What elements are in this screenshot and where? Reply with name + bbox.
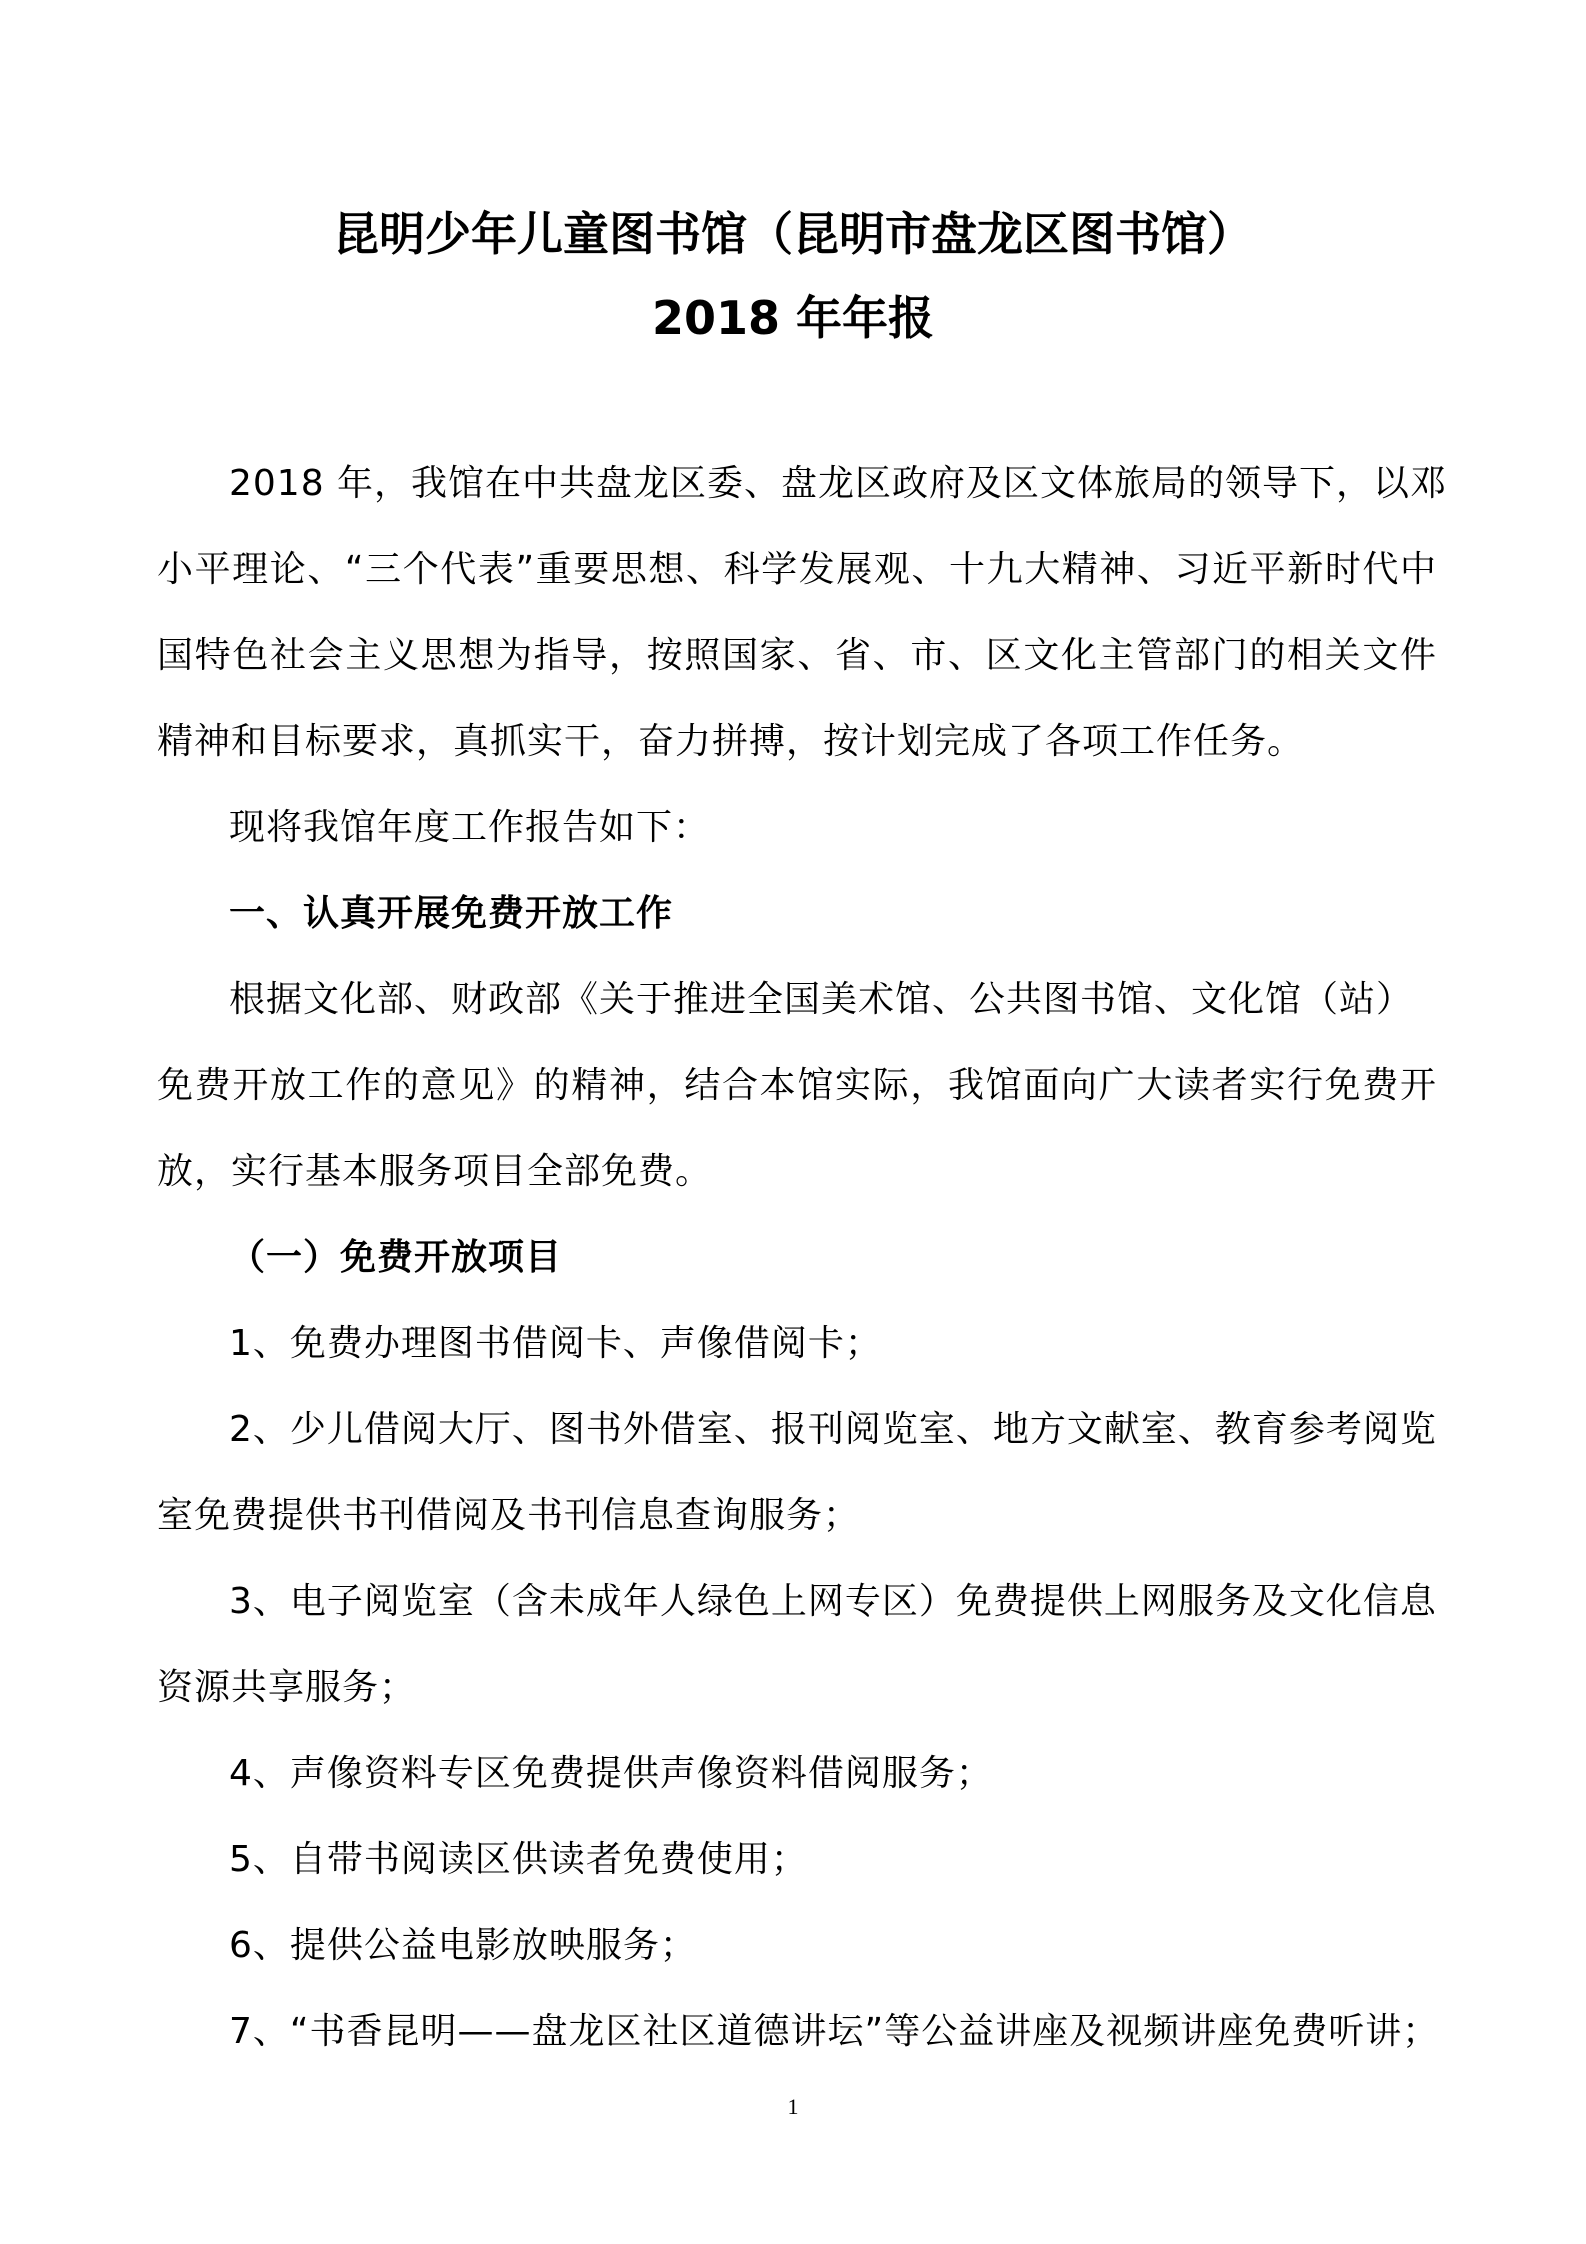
paragraph-line: 免费开放工作的意见》的精神，结合本馆实际，我馆面向广大读者实行免费开 [157,1065,1437,1106]
paragraph-line: 小平理论、“三个代表”重要思想、科学发展观、十九大精神、习近平新时代中 [157,549,1437,590]
list-item: 3、电子阅览室（含未成年人绿色上网专区）免费提供上网服务及文化信息 [229,1581,1437,1622]
document-title: 昆明少年儿童图书馆（昆明市盘龙区图书馆） [333,207,1253,261]
list-item: 7、“书香昆明——盘龙区社区道德讲坛”等公益讲座及视频讲座免费听讲； [229,2011,1440,2052]
subsection-heading: （一）免费开放项目 [229,1237,563,1278]
list-item: 2、少儿借阅大厅、图书外借室、报刊阅览室、地方文献室、教育参考阅览 [229,1409,1437,1450]
paragraph-line: 国特色社会主义思想为指导，按照国家、省、市、区文化主管部门的相关文件 [157,635,1437,676]
paragraph-line: 现将我馆年度工作报告如下： [229,807,711,848]
list-item: 1、免费办理图书借阅卡、声像借阅卡； [229,1323,882,1364]
paragraph-line: 根据文化部、财政部《关于推进全国美术馆、公共图书馆、文化馆（站） [229,979,1414,1020]
paragraph-line: 2018 年，我馆在中共盘龙区委、盘龙区政府及区文体旅局的领导下，以邓 [229,463,1448,504]
page-number: 1 [787,2094,799,2119]
list-item-continuation: 室免费提供书刊借阅及书刊信息查询服务； [157,1495,861,1536]
paragraph-line: 放，实行基本服务项目全部免费。 [157,1151,713,1192]
list-item: 6、提供公益电影放映服务； [229,1925,697,1966]
list-item-continuation: 资源共享服务； [157,1667,417,1708]
list-item: 4、声像资料专区免费提供声像资料借阅服务； [229,1753,993,1794]
paragraph-line: 精神和目标要求，真抓实干，奋力拼搏，按计划完成了各项工作任务。 [157,721,1305,762]
document-subtitle: 2018 年年报 [651,291,935,345]
list-item: 5、自带书阅读区供读者免费使用； [229,1839,808,1880]
section-heading: 一、认真开展免费开放工作 [229,893,674,934]
